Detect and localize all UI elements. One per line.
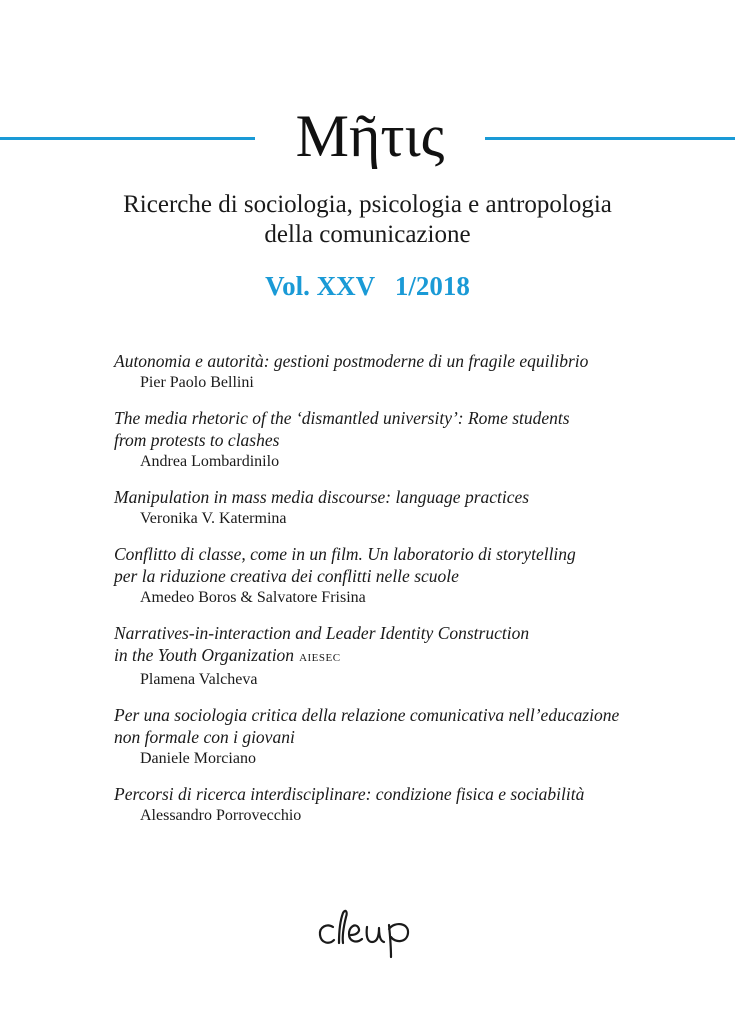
article-author: Andrea Lombardinilo	[140, 453, 280, 470]
article-entry	[114, 486, 629, 529]
table-of-contents	[114, 350, 629, 840]
article-title-text: in the Youth Organization	[114, 645, 295, 665]
article-title	[114, 407, 629, 451]
subtitle-line: della comunicazione	[264, 221, 471, 248]
article-author: Veronika V. Katermina	[140, 510, 287, 527]
article-entry	[114, 350, 629, 393]
article-entry	[114, 622, 629, 690]
article-entry	[114, 407, 629, 472]
article-title	[114, 704, 629, 748]
article-title-line: from protests to clashes	[114, 430, 280, 450]
article-entry	[114, 704, 629, 769]
article-title	[114, 486, 629, 508]
article-title-line: Per una sociologia critica della relazione comunicativa nell’educazione	[114, 705, 620, 725]
article-title	[114, 543, 629, 587]
article-title-line: Percorsi di ricerca interdisciplinare: condizione fisica e sociabilità	[114, 784, 585, 804]
masthead-rule-right	[485, 137, 735, 140]
article-author: Amedeo Boros & Salvatore Frisina	[140, 589, 366, 606]
article-entry	[114, 783, 629, 826]
article-title-line: The media rhetoric of the ‘dismantled university’: Rome students	[114, 408, 570, 428]
issue-label: 1/2018	[394, 271, 470, 301]
article-title-line: per la riduzione creativa dei conflitti nelle scuole	[114, 566, 459, 586]
article-entry	[114, 543, 629, 608]
article-title	[114, 783, 629, 805]
article-author: Daniele Morciano	[140, 750, 256, 767]
article-title-line	[114, 644, 629, 669]
journal-subtitle	[0, 190, 735, 250]
article-title-line: Conflitto di classe, come in un film. Un laboratorio di storytelling	[114, 544, 576, 564]
article-title	[114, 622, 629, 669]
volume-label: Vol. XXV	[265, 271, 375, 301]
journal-title: Μῆτις	[295, 103, 445, 169]
subtitle-line: Ricerche di sociologia, psicologia e antropologia	[123, 191, 612, 218]
article-author: Plamena Valcheva	[140, 671, 258, 688]
article-title-line: Autonomia e autorità: gestioni postmoderne di un fragile equilibrio	[114, 351, 589, 371]
article-org-tag: AIESEC	[299, 652, 341, 664]
article-title	[114, 350, 629, 372]
masthead-rule-left	[0, 137, 255, 140]
article-author: Pier Paolo Bellini	[140, 374, 254, 391]
article-title-line: Narratives-in-interaction and Leader Identity Construction	[114, 623, 530, 643]
article-author: Alessandro Porrovecchio	[140, 807, 302, 824]
article-title-line: non formale con i giovani	[114, 727, 295, 747]
article-title-line: Manipulation in mass media discourse: language practices	[114, 487, 530, 507]
cleup-logo	[315, 905, 420, 960]
volume-issue	[0, 268, 735, 304]
